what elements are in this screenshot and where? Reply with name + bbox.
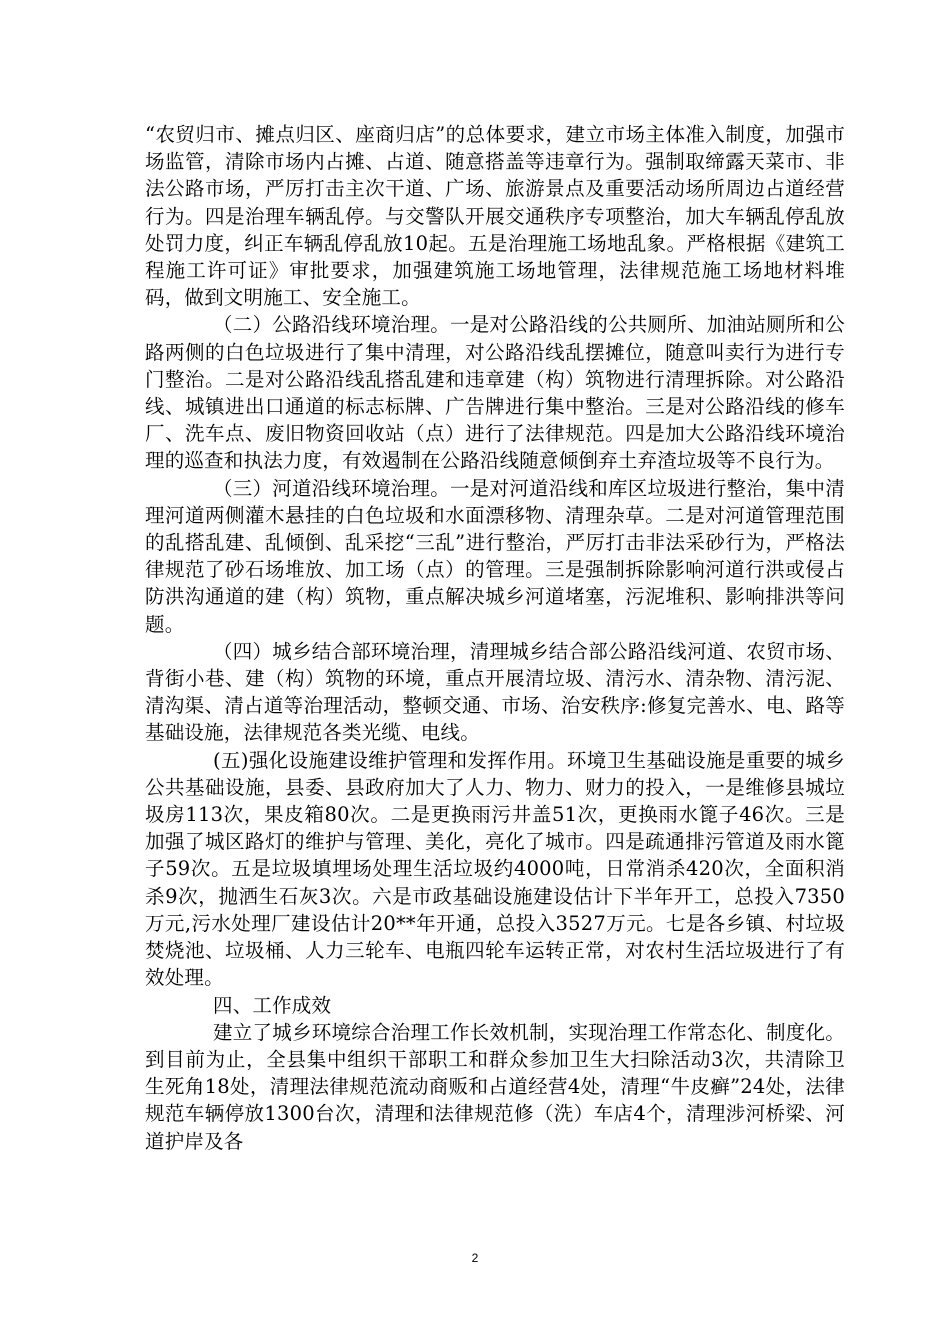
section-heading-results: 四、工作成效 [213,993,332,1017]
paragraph-highway-environment: （二）公路沿线环境治理。一是对公路沿线的公共厕所、加油站厕所和公路两侧的白色垃圾进行了集中清理，对公路沿线乱摆摊位，随意叫卖行为进行专门整治。二是对公路沿线乱搭乱建和违章建（构）筑物进行清理拆除。对公路沿线、城镇进出口通道的标志标牌、广告牌进行集中整治。三是对公路沿线的修车厂、洗车点、废旧物资回收站（点）进行了法律规范。四是加大公路沿线环境治理的巡查和执法力度，有效遏制在公路沿线随意倾倒弃土弃渣垃圾等不良行为。 [145,313,845,473]
document-body [145,121,845,1155]
paragraph-urban-rural-fringe: （四）城乡结合部环境治理，清理城乡结合部公路沿线河道、农贸市场、背街小巷、建（构）筑物的环境，重点开展清垃圾、清污水、清杂物、清污泥、清沟渠、清占道等治理活动，整顿交通、市场、治安秩序:修复完善水、电、路等基础设施，法律规范各类光缆、电线。 [145,639,845,745]
paragraph-work-results: 建立了城乡环境综合治理工作长效机制，实现治理工作常态化、制度化。到目前为止，全县集中组织干部职工和群众参加卫生大扫除活动3次，共清除卫生死角18处，清理法律规范流动商贩和占道经营4处，清理“牛皮癣”24处，法律规范车辆停放1300台次，清理和法律规范修（洗）车店4个，清理涉河桥梁、河道护岸及各 [145,1020,845,1153]
paragraph-river-environment: （三）河道沿线环境治理。一是对河道沿线和库区垃圾进行整治，集中清理河道两侧灌木悬挂的白色垃圾和水面漂移物、清理杂草。二是对河道管理范围的乱搭乱建、乱倾倒、乱采挖“三乱”进行整治，严厉打击非法采砂行为，严格法律规范了砂石场堆放、加工场（点）的管理。三是强制拆除影响河道行洪或侵占防洪沟通道的建（构）筑物，重点解决城乡河道堵塞，污泥堆积、影响排洪等问题。 [145,476,845,636]
page-number: 2 [471,1251,479,1265]
paragraph-facility-maintenance: (五)强化设施建设维护管理和发挥作用。环境卫生基础设施是重要的城乡公共基础设施，县委、县政府加大了人力、物力、财力的投入，一是维修县城垃圾房113次，果皮箱80次。二是更换雨污井盖51次，更换雨水篦子46次。三是加强了城区路灯的维护与管理、美化，亮化了城市。四是疏通排污管道及雨水篦子59次。五是垃圾填埋场处理生活垃圾约4000吨，日常消杀420次，全面积消杀9次，抛洒生石灰3次。六是市政基础设施建设估计下半年开工，总投入7350万元,污水处理厂建设估计20**年开通，总投入3527万元。七是各乡镇、村垃圾焚烧池、垃圾桶、人力三轮车、电瓶四轮车运转正常，对农村生活垃圾进行了有效处理。 [145,748,845,990]
paragraph-market-management: “农贸归市、摊点归区、座商归店”的总体要求，建立市场主体准入制度，加强市场监管，清除市场内占摊、占道、随意搭盖等违章行为。强制取缔露天菜市、非法公路市场，严厉打击主次干道、广场、旅游景点及重要活动场所周边占道经营行为。四是治理车辆乱停。与交警队开展交通秩序专项整治，加大车辆乱停乱放处罚力度，纠正车辆乱停乱放10起。五是治理施工场地乱象。严格根据《建筑工程施工许可证》审批要求，加强建筑施工场地管理，法律规范施工场地材料堆码，做到文明施工、安全施工。 [145,123,845,310]
